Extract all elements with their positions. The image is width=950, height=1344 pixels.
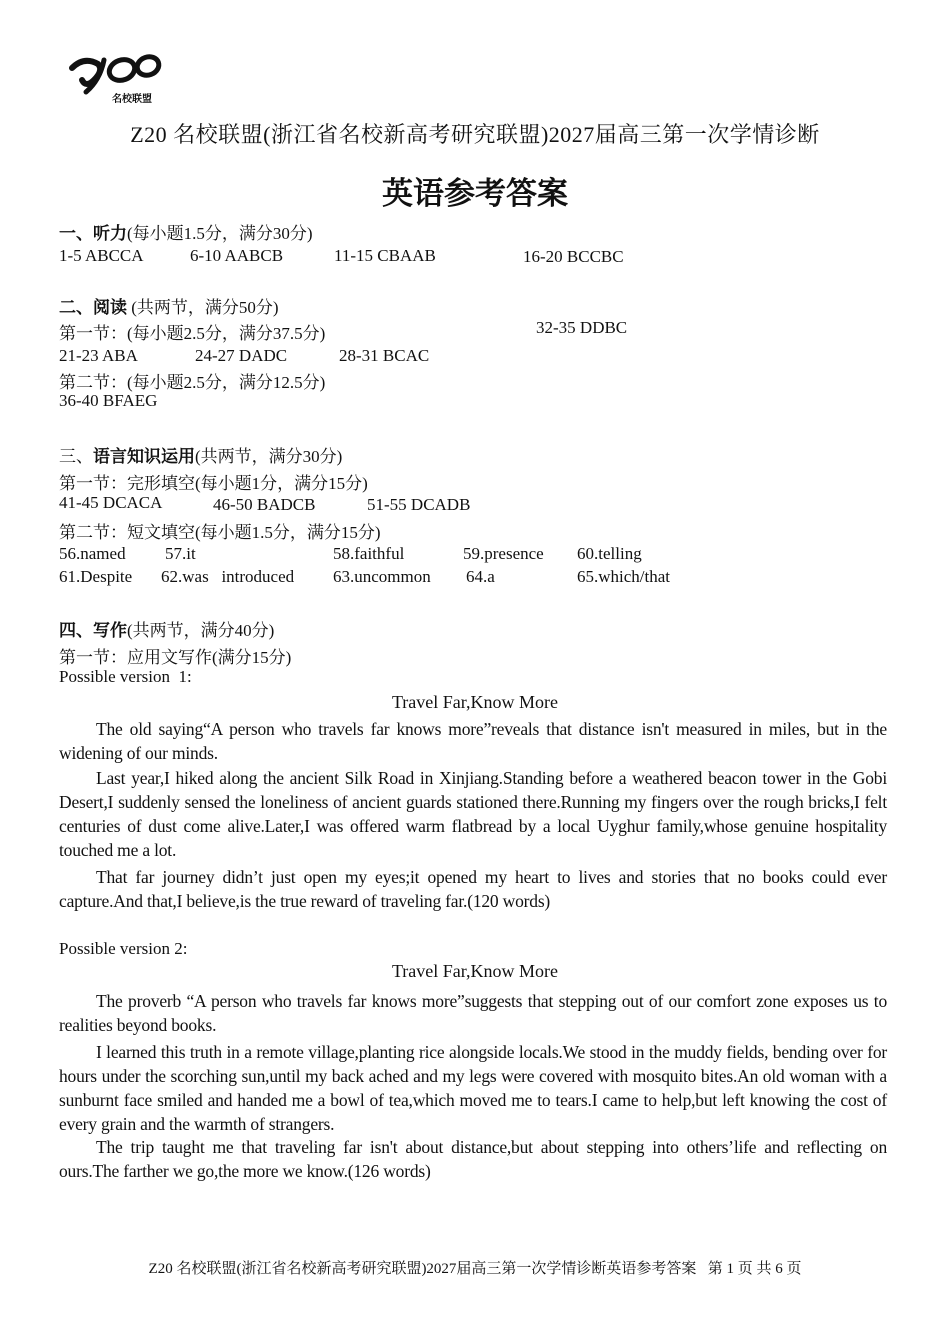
page-title: 英语参考答案 (382, 176, 568, 212)
language-heading: 语言知识运用 (93, 447, 195, 466)
writing-section-heading (59, 616, 274, 641)
logo-text: 名校联盟 (112, 94, 152, 105)
language-part2-label: 第二节：短文填空(每小题1.5分，满分15分) (59, 523, 381, 542)
fill-answer: 57.it (165, 544, 196, 563)
listening-note: (每小题1.5分，满分30分) (127, 224, 313, 243)
version2-title: Travel Far,Know More (391, 961, 559, 981)
reading-part2-label: 第二节：(每小题2.5分，满分12.5分) (59, 373, 326, 392)
writing-part1-label: 第一节：应用文写作(满分15分) (59, 648, 292, 667)
language-heading-prefix: 三、 (59, 447, 93, 466)
reading-answer: 21-23 ABA (59, 346, 138, 365)
fill-answer: 65.which/that (577, 567, 671, 586)
essay-paragraph: I learned this truth in a remote village,planting rice alongside locals.We stood in the muddy fields, bending over for hours under the scorching sun,until my back ached and my legs were covered with mosquito bites.An old woman with a sunburnt face smiled and handed me a bowl of tea,which moved me to tears.I came to help,but left knowing the cost of every grain and the warmth of strangers. (59, 1042, 887, 1134)
fill-answer: 62.was introduced (161, 567, 295, 586)
language-note: (共两节，满分30分) (195, 447, 343, 466)
fill-answer: 56.named (59, 544, 126, 563)
cloze-answer: 46-50 BADCB (213, 495, 316, 514)
reading-answer: 28-31 BCAC (339, 346, 430, 365)
listening-section-heading (59, 219, 313, 244)
language-section-heading (59, 442, 342, 467)
document-header: Z20 名校联盟(浙江省名校新高考研究联盟)2027届高三第一次学情诊断 (130, 122, 820, 147)
listening-answer: 11-15 CBAAB (334, 246, 436, 265)
essay-paragraph: Last year,I hiked along the ancient Silk Road in Xinjiang.Standing before a weathered beacon tower in the Gobi Desert,I suddenly sensed the loneliness of ancient guards stationed there.Running my fingers over the rough bricks,I felt centuries of dust come alive.Later,I was offered warm flatbread by a local Uyghur family,whose genuine hospitality touched me a lot. (59, 768, 887, 860)
essay-paragraph: The old saying“A person who travels far knows more”reveals that distance isn't measured in miles, but in the widening of our minds. (59, 719, 887, 763)
fill-answer: 58.faithful (333, 544, 405, 563)
fill-answer: 59.presence (463, 544, 544, 563)
language-part1-label: 第一节：完形填空(每小题1分，满分15分) (59, 474, 368, 493)
page-footer: Z20 名校联盟(浙江省名校新高考研究联盟)2027届高三第一次学情诊断英语参考答案 第 1 页 共 6 页 (148, 1261, 802, 1277)
listening-heading: 一、听力 (59, 224, 127, 243)
cloze-answer: 51-55 DCADB (367, 495, 471, 514)
reading-heading: 二、阅读 (59, 298, 127, 317)
version1-title: Travel Far,Know More (391, 692, 559, 712)
z20-logo (64, 50, 174, 108)
listening-answer: 16-20 BCCBC (523, 247, 624, 266)
reading-note: (共两节，满分50分) (127, 298, 279, 317)
essay-paragraph: The proverb “A person who travels far knows more”suggests that stepping out of our comfort zone exposes us to realities beyond books. (59, 991, 887, 1035)
essay-paragraph: That far journey didn’t just open my eyes;it opened my heart to lives and stories that no books could ever capture.And that,I believe,is the true reward of traveling far.(120 words) (59, 867, 887, 911)
fill-answer: 61.Despite (59, 567, 133, 586)
writing-note: (共两节，满分40分) (127, 621, 275, 640)
reading-part2-answers: 36-40 BFAEG (59, 391, 158, 410)
reading-answer: 24-27 DADC (195, 346, 288, 365)
listening-answer: 1-5 ABCCA (59, 246, 144, 265)
fill-answer: 63.uncommon (333, 567, 431, 586)
cloze-answer: 41-45 DCACA (59, 493, 163, 512)
fill-answer: 60.telling (577, 544, 642, 563)
reading-section-heading (59, 293, 279, 318)
fill-answer: 64.a (466, 567, 495, 586)
version2-label: Possible version 2: (59, 939, 188, 958)
writing-heading: 四、写作 (59, 621, 127, 640)
reading-part1-extra: 32-35 DDBC (536, 318, 628, 337)
listening-answer: 6-10 AABCB (190, 246, 284, 265)
reading-part1-label: 第一节：(每小题2.5分，满分37.5分) (59, 324, 326, 343)
version1-label: Possible version 1: (59, 667, 192, 686)
essay-paragraph: The trip taught me that traveling far isn't about distance,but about stepping into others’life and reflecting on ours.The farther we go,the more we know.(126 words) (59, 1137, 887, 1181)
